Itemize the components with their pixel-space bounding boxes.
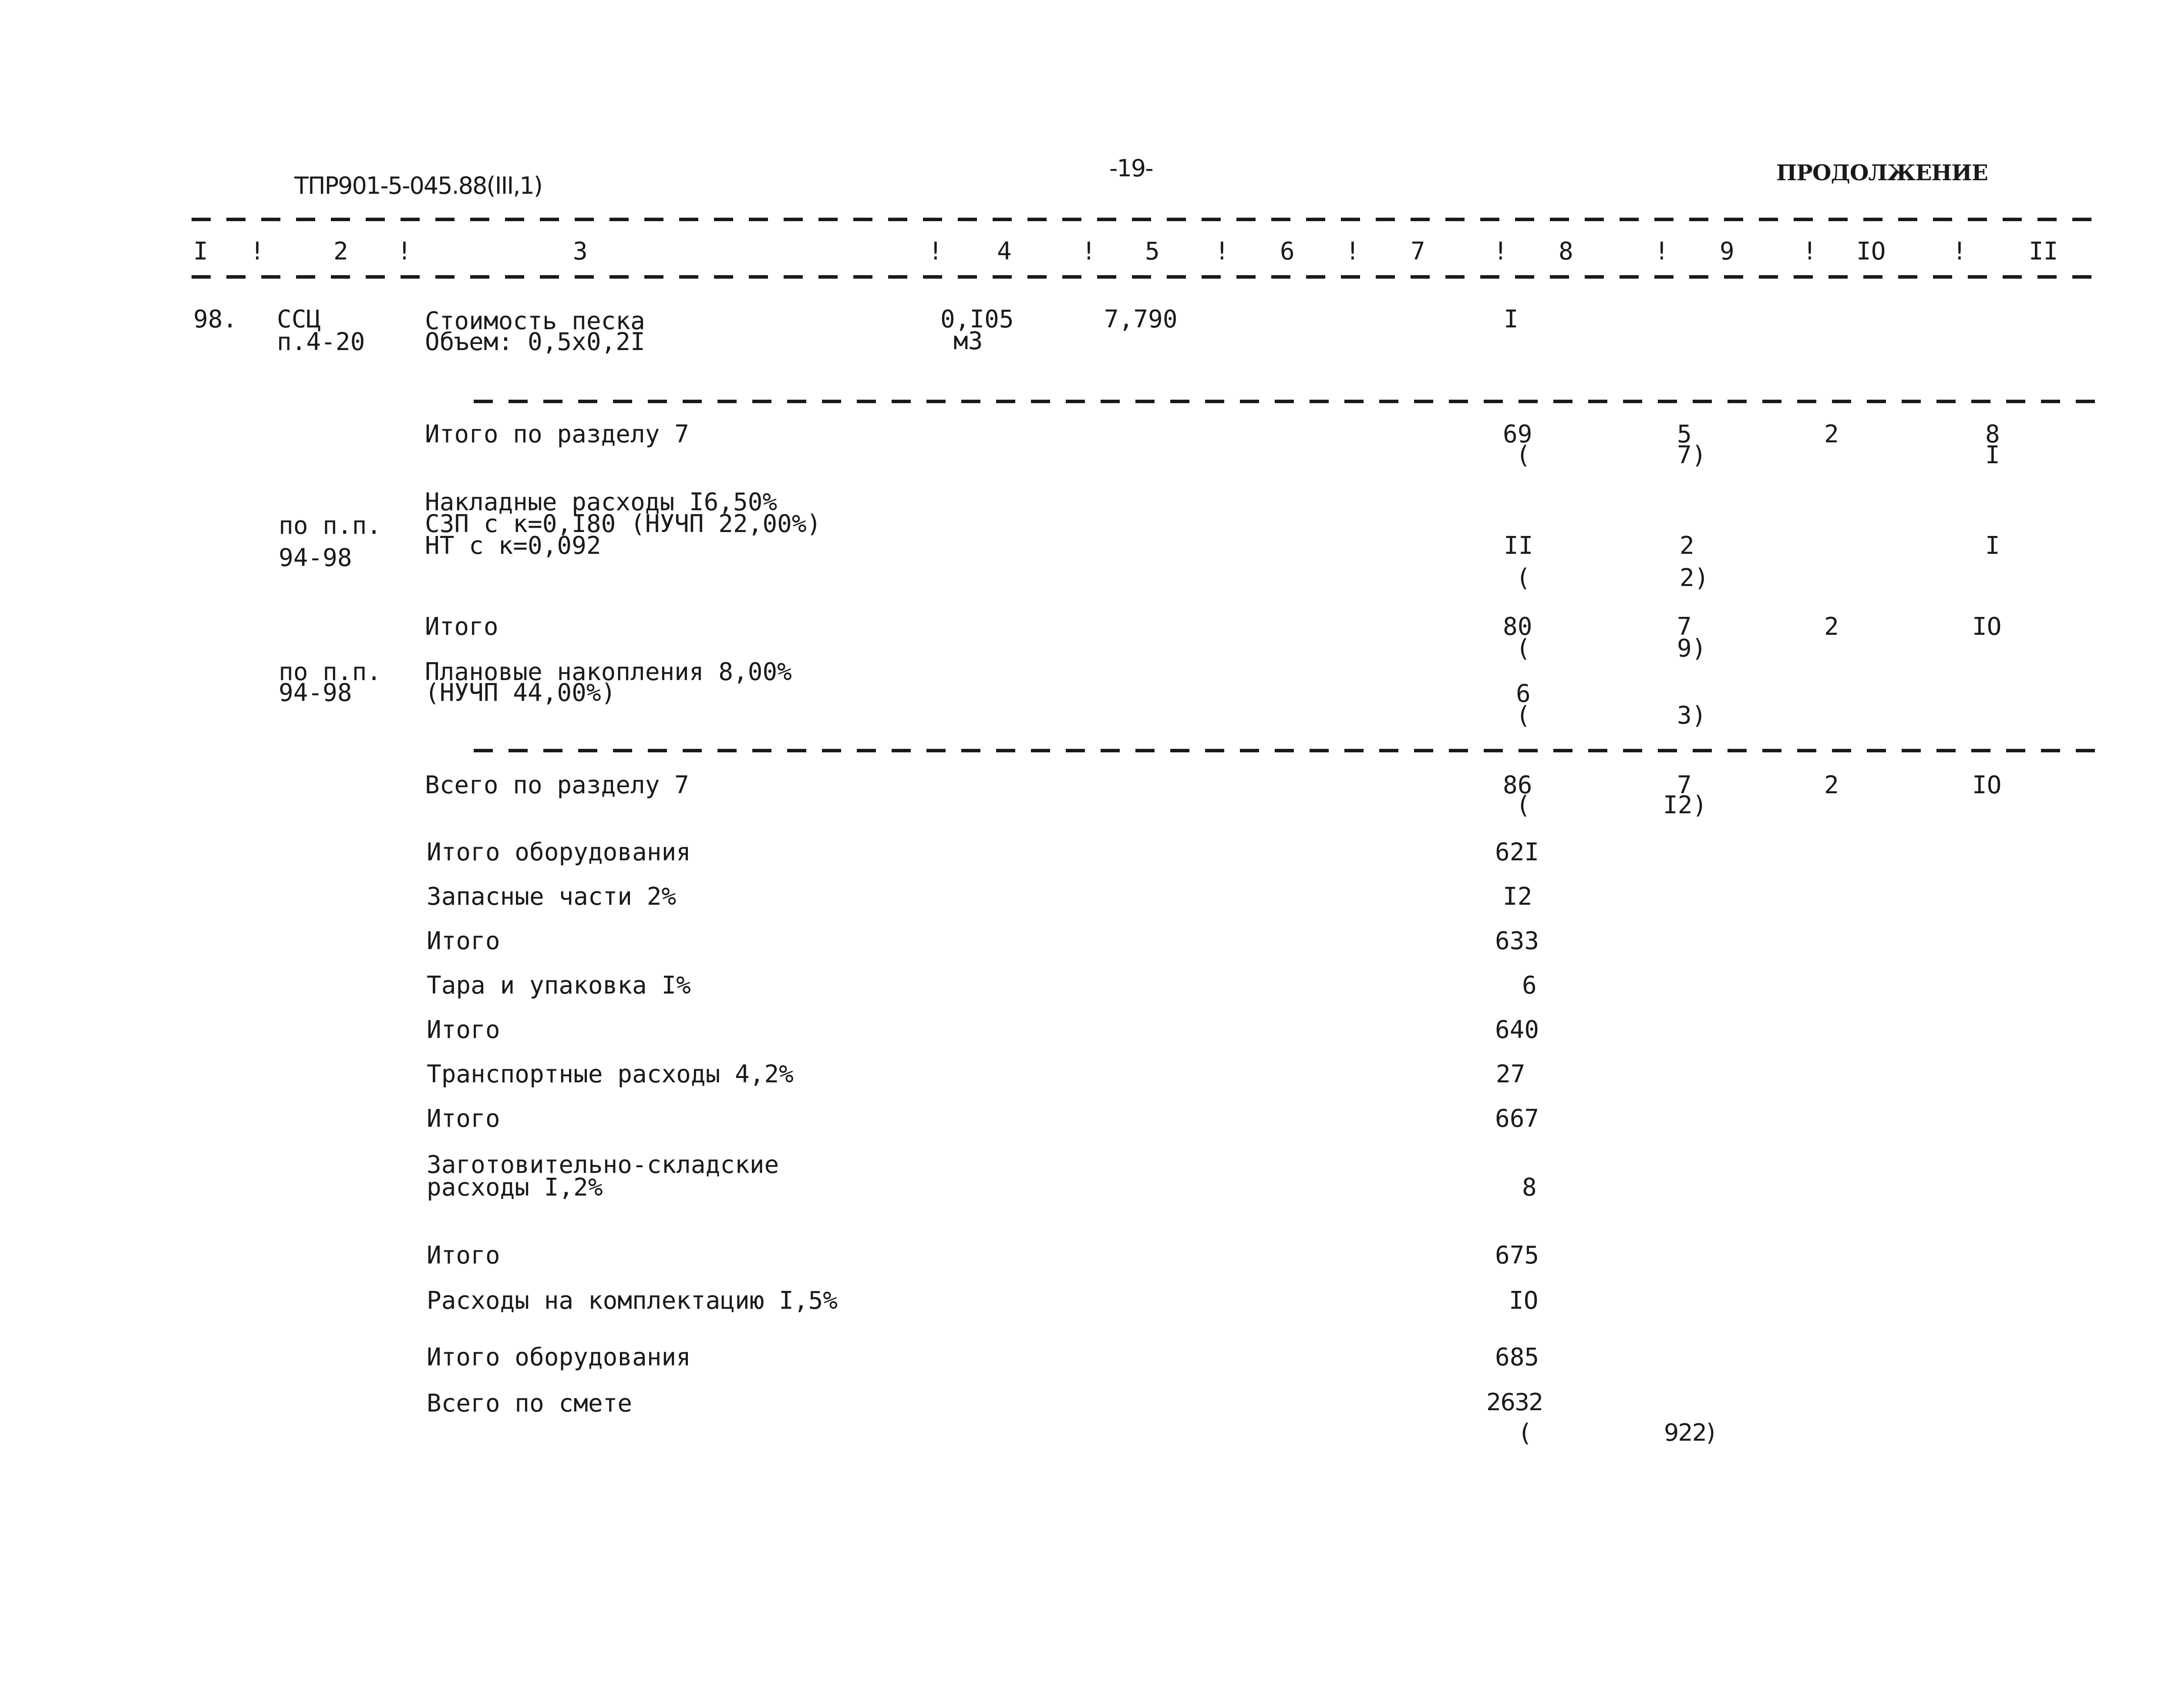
col11-value-2: I [1985, 441, 2000, 469]
col-header: I [193, 237, 208, 266]
col9-value: 5 [1677, 420, 1692, 448]
row-code: ССЦ [277, 305, 321, 334]
row-price: 7,790 [1104, 305, 1178, 334]
col-separator: ! [1081, 237, 1096, 266]
list-item-label: Итого [427, 1016, 500, 1044]
list-item-label: Расходы на комплектацию I,5% [427, 1287, 838, 1315]
row-label: Плановые накопления 8,00% [425, 658, 792, 686]
row-ref: по п.п. [279, 658, 382, 686]
col-separator: ! [1654, 237, 1669, 266]
list-item-label: Итого [427, 927, 500, 955]
col-header: 4 [997, 237, 1012, 266]
col11-value: 8 [1985, 420, 2000, 448]
list-item-label: Итого оборудования [427, 838, 691, 866]
col10-value: 2 [1824, 420, 1839, 448]
row-label-2: СЗП с к=0,I80 (НУЧП 22,00%) [425, 510, 822, 538]
list-item-value: 633 [1495, 927, 1539, 955]
col9-bracket: 9) [1677, 634, 1707, 663]
col-header: 9 [1720, 237, 1734, 266]
col9-value: 2 [1680, 532, 1694, 560]
list-item-label: Итого оборудования [427, 1343, 691, 1371]
col-header: 7 [1411, 237, 1425, 266]
col9-bracket: 7) [1677, 441, 1707, 469]
col8-value: II [1504, 532, 1533, 560]
col-header: IO [1856, 237, 1886, 266]
col-header: 2 [333, 237, 348, 266]
list-item-value: 640 [1495, 1016, 1539, 1044]
col10-value: 2 [1824, 613, 1839, 641]
col11-value: I [1985, 532, 2000, 560]
row-code-ref: п.4-20 [277, 328, 365, 356]
col8-value: 69 [1503, 420, 1532, 448]
grand-total-value: 2632 [1486, 1388, 1543, 1416]
list-item-value: 675 [1495, 1241, 1539, 1270]
col-separator: ! [1345, 237, 1360, 266]
col-header: II [2029, 237, 2058, 266]
col9-bracket: 3) [1677, 701, 1707, 730]
col8-bracket: ( [1518, 1419, 1532, 1447]
col-header: 5 [1145, 237, 1160, 266]
col-separator: ! [1493, 237, 1508, 266]
col8-value: 86 [1503, 771, 1532, 799]
row-qty: 0,I05 [940, 305, 1014, 334]
col-separator: ! [250, 237, 265, 266]
row-label: Всего по разделу 7 [425, 771, 689, 799]
row-ref-range: 94-98 [279, 544, 352, 572]
col8-bracket: ( [1516, 634, 1531, 663]
row-label: Итого [425, 613, 498, 641]
list-item-value: 685 [1495, 1343, 1539, 1371]
col8-value: 80 [1503, 613, 1532, 641]
row-number: 98. [193, 305, 238, 334]
doc-code: ТПР901-5-045.88(III,1) [294, 172, 542, 199]
col9-value: 7 [1677, 771, 1692, 799]
col11-value: IO [1972, 613, 2002, 641]
list-item-value: 62I [1495, 838, 1539, 866]
row-total: I [1504, 305, 1519, 334]
row-label: Итого по разделу 7 [425, 420, 689, 448]
row-label-2: расходы I,2% [427, 1173, 603, 1202]
col11-value: IO [1972, 771, 2002, 799]
list-item-label: Итого [427, 1241, 500, 1270]
page-number: -19- [1109, 155, 1153, 182]
list-item-value: 27 [1496, 1060, 1525, 1088]
row-label-2: (НУЧП 44,00%) [425, 679, 616, 707]
col-separator: ! [397, 237, 412, 266]
list-item-value: I2 [1503, 883, 1532, 911]
col8-bracket: ( [1516, 791, 1531, 819]
col-header: 6 [1280, 237, 1295, 266]
row-ref-range: 94-98 [279, 679, 352, 707]
list-item-label: Итого [427, 1105, 500, 1133]
col8-value: 6 [1516, 680, 1531, 708]
col-separator: ! [928, 237, 943, 266]
row-volume: Объем: 0,5х0,2I [425, 328, 645, 356]
header-bottom-rule [192, 275, 2103, 279]
row-name: Стоимость песка [425, 307, 645, 335]
section-rule [474, 400, 2099, 403]
col8-bracket: ( [1516, 441, 1531, 469]
col9-bracket: I2) [1663, 791, 1707, 819]
col-header: 3 [573, 237, 588, 266]
list-item-value: IO [1509, 1287, 1539, 1315]
list-item-label: Запасные части 2% [427, 883, 677, 911]
col9-bracket: 2) [1680, 564, 1709, 592]
col-separator: ! [1802, 237, 1817, 266]
row-label: Накладные расходы I6,50% [425, 488, 778, 516]
col8-bracket: ( [1516, 701, 1531, 730]
header-top-rule [192, 218, 2103, 221]
col9-value: 7 [1677, 613, 1692, 641]
row-ref: по п.п. [279, 512, 382, 540]
col-separator: ! [1952, 237, 1967, 266]
row-value: 8 [1522, 1173, 1537, 1202]
row-unit: м3 [953, 327, 983, 355]
continuation-label: ПРОДОЛЖЕНИЕ [1776, 160, 1988, 185]
col10-value: 2 [1824, 771, 1839, 799]
row-label-3: НТ с к=0,092 [425, 532, 601, 560]
list-item-value: 6 [1522, 971, 1537, 1000]
col8-bracket: ( [1516, 564, 1531, 592]
list-item-label: Транспортные расходы 4,2% [427, 1060, 794, 1088]
row-label: Всего по смете [427, 1389, 633, 1418]
row-label: Заготовительно-складские [427, 1151, 779, 1179]
col-header: 8 [1559, 237, 1573, 266]
list-item-label: Тара и упаковка I% [427, 971, 691, 1000]
col9-value: 922) [1664, 1419, 1715, 1446]
col-separator: ! [1215, 237, 1229, 266]
section-rule [474, 749, 2099, 752]
list-item-value: 667 [1495, 1105, 1539, 1133]
